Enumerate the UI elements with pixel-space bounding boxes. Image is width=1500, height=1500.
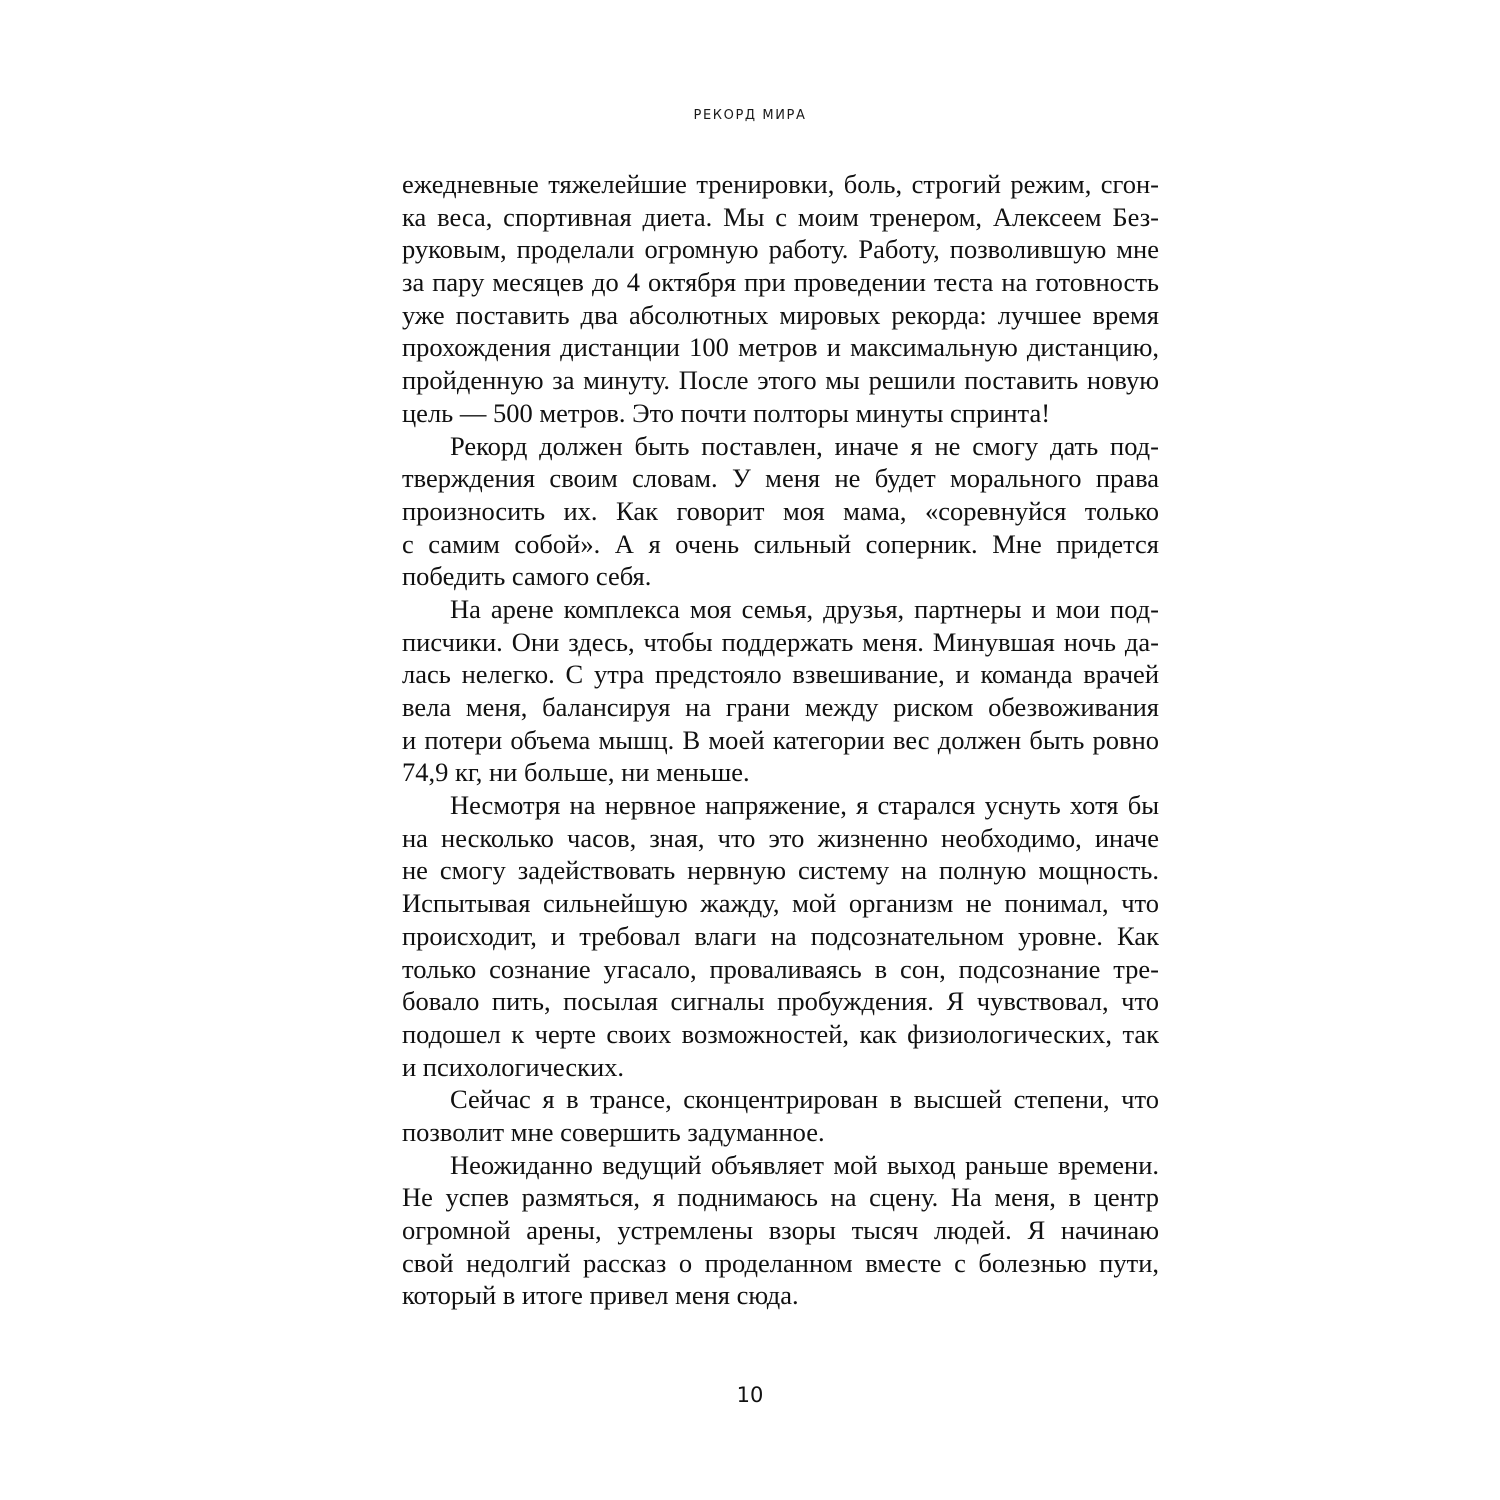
text-line: Испытывая сильнейшую жажду, мой организм не понимал, что (402, 888, 1159, 919)
text-line: уже поставить два абсолютных мировых рекорда: лучшее время (402, 299, 1159, 330)
body-text (402, 168, 1159, 1312)
text-line: тверждения своим словам. У меня не будет морального права (402, 463, 1159, 494)
text-line: происходит, и требовал влаги на подсознательном уровне. Как (402, 920, 1159, 951)
text-line: писчики. Они здесь, чтобы поддержать меня. Минувшая ночь да- (402, 626, 1159, 657)
text-line: На арене комплекса моя семья, друзья, партнеры и мои под- (450, 593, 1159, 624)
text-line: только сознание угасало, проваливаясь в сон, подсознание тре- (402, 953, 1159, 984)
text-line: и психологических. (402, 1051, 625, 1082)
text-line: Не успев размяться, я поднимаюсь на сцену. На меня, в центр (402, 1182, 1159, 1213)
text-line: победить самого себя. (402, 561, 652, 592)
text-line: не смогу задействовать нервную систему на полную мощность. (402, 855, 1159, 886)
paragraph (402, 430, 1159, 593)
text-line: руковым, проделали огромную работу. Работу, позволившую мне (402, 234, 1159, 265)
text-line: пройденную за минуту. После этого мы решили поставить новую (402, 365, 1159, 396)
text-line: лась нелегко. С утра предстояло взвешивание, и команда врачей (402, 659, 1159, 690)
text-line: Сейчас я в трансе, сконцентрирован в высшей степени, что (450, 1084, 1159, 1115)
text-line: Несмотря на нервное напряжение, я старался уснуть хотя бы (450, 790, 1159, 821)
paragraph (402, 593, 1159, 789)
paragraph (402, 168, 1159, 430)
text-line: 74,9 кг, ни больше, ни меньше. (402, 757, 750, 788)
text-line: с самим собой». А я очень сильный соперник. Мне придется (402, 528, 1159, 559)
text-line: который в итоге привел меня сюда. (402, 1280, 799, 1311)
text-line: огромной арены, устремлены взоры тысяч людей. Я начинаю (402, 1215, 1159, 1245)
page-number: 10 (736, 1383, 764, 1407)
paragraph (402, 1083, 1159, 1148)
text-line: позволит мне совершить задуманное. (402, 1116, 825, 1147)
paragraph (402, 789, 1159, 1083)
text-line: прохождения дистанции 100 метров и максимальную дистанцию, (402, 332, 1159, 363)
text-line: ежедневные тяжелейшие тренировки, боль, строгий режим, сгон- (402, 169, 1159, 199)
text-line: бовало пить, посылая сигналы пробуждения. Я чувствовал, что (402, 986, 1159, 1017)
running-head: РЕКОРД МИРА (693, 108, 807, 123)
text-line: вела меня, балансируя на грани между риском обезвоживания (402, 692, 1159, 722)
text-line: цель — 500 метров. Это почти полторы минуты спринта! (402, 397, 1051, 428)
text-line: ка веса, спортивная диета. Мы с моим тренером, Алексеем Без- (402, 201, 1159, 232)
paragraph (402, 1149, 1159, 1312)
text-line: произносить их. Как говорит моя мама, «соревнуйся только (402, 495, 1159, 526)
text-line: за пару месяцев до 4 октября при проведении теста на готовность (402, 267, 1159, 298)
text-line: Рекорд должен быть поставлен, иначе я не смогу дать под- (450, 430, 1159, 461)
text-line: свой недолгий рассказ о проделанном вместе с болезнью пути, (402, 1247, 1159, 1278)
text-line: подошел к черте своих возможностей, как физиологических, так (402, 1018, 1159, 1049)
text-line: Неожиданно ведущий объявляет мой выход раньше времени. (450, 1149, 1159, 1180)
text-line: и потери объема мышц. В моей категории вес должен быть ровно (402, 724, 1159, 755)
text-line: на несколько часов, зная, что это жизненно необходимо, иначе (402, 822, 1159, 853)
